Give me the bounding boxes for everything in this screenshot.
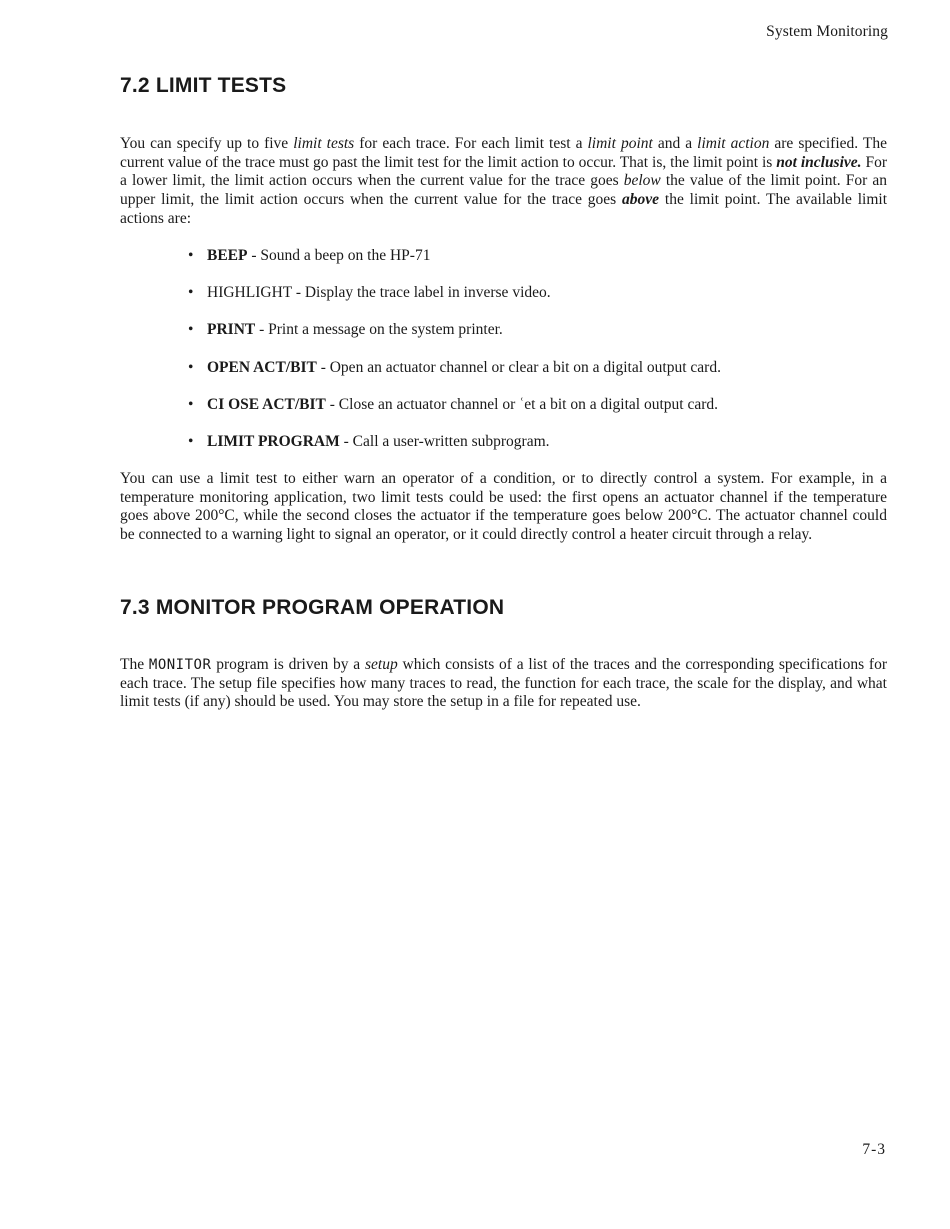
emphasis-limit-action: limit action (697, 135, 770, 152)
text-run: For a lower limit, the limit action occurs when the current value for the trace goes (120, 153, 887, 190)
text-run: and a (652, 135, 698, 152)
emphasis-not-inclusive: not inclusive. (776, 153, 862, 171)
section-heading-monitor-program-operation: 7.3 MONITOR PROGRAM OPERATION (120, 596, 505, 619)
page-number: 7-3 (862, 1141, 886, 1158)
bullet-icon: • (188, 284, 194, 302)
emphasis-below: below (623, 172, 661, 190)
limit-action-description: - Close an actuator channel or ʿet a bit on a digital output card. (325, 395, 718, 413)
limit-action-name: BEEP (207, 247, 248, 264)
program-name-monitor: MONITOR (148, 657, 212, 673)
limit-action-name: CI OSE ACT/BIT (207, 395, 326, 413)
limit-action-name: OPEN ACT/BIT (207, 358, 317, 376)
section-heading-limit-tests: 7.2 LIMIT TESTS (120, 74, 287, 97)
bullet-icon: • (188, 321, 194, 339)
text-run: You can specify up to five (120, 135, 294, 152)
text-run: for each trace. For each limit test a (354, 135, 588, 152)
emphasis-limit-tests: limit tests (293, 135, 355, 152)
limit-action-description: - Print a message on the system printer. (255, 321, 503, 339)
limit-actions-list (188, 246, 888, 469)
limit-action-description: - Open an actuator channel or clear a bit on a digital output card. (316, 358, 721, 376)
list-item (188, 395, 888, 432)
monitor-program-paragraph (120, 656, 887, 712)
bullet-icon: • (188, 247, 194, 264)
list-item (188, 320, 888, 357)
limit-action-description: - Call a user-written subprogram. (339, 432, 550, 450)
limit-action-description: - Sound a beep on the HP-71 (247, 247, 431, 264)
limit-action-name: PRINT (207, 321, 256, 339)
limit-action-name: LIMIT PROGRAM (207, 432, 340, 450)
text-run: which consists of a list of the traces and the corresponding specifications for each trace. The setup file specifies how many traces to read, the function for each trace, the scale for the display, and what limit tests (if any) should be used. You may store the setup in a file for repeated use. (120, 656, 887, 711)
text-run: The (120, 656, 149, 673)
emphasis-setup: setup (364, 656, 398, 673)
text-run: the value of the limit point. For an upper limit, the limit action occurs when the current value for the trace goes (120, 172, 887, 209)
list-item (188, 283, 888, 320)
limit-test-usage-paragraph: You can use a limit test to either warn an operator of a condition, or to directly control a system. For example, in a temperature monitoring application, two limit tests could be used: the first opens an actuator channel if the temperature goes above 200°C, while the second closes the actuator if the temperature goes below 200°C. The actuator channel could be connected to a warning light to signal an operator, or it could directly control a heater circuit through a relay. (120, 470, 887, 544)
running-header: System Monitoring (766, 23, 888, 40)
limit-tests-intro-paragraph (120, 135, 887, 229)
list-item (188, 432, 888, 469)
emphasis-above: above (622, 191, 660, 209)
list-item (188, 246, 888, 283)
bullet-icon: • (188, 358, 194, 376)
limit-action-name: HIGHLIGHT (207, 284, 292, 302)
limit-action-description: - Display the trace label in inverse video. (291, 284, 551, 302)
bullet-icon: • (188, 395, 194, 413)
text-run: the limit point. The available limit actions are: (120, 191, 888, 227)
list-item (188, 358, 888, 395)
emphasis-limit-point: limit point (587, 135, 653, 152)
bullet-icon: • (188, 432, 194, 450)
text-run: are specified. The current value of the trace must go past the limit test for the limit action to occur. That is, the limit point is (120, 135, 887, 171)
text-run: program is driven by a (211, 656, 365, 673)
